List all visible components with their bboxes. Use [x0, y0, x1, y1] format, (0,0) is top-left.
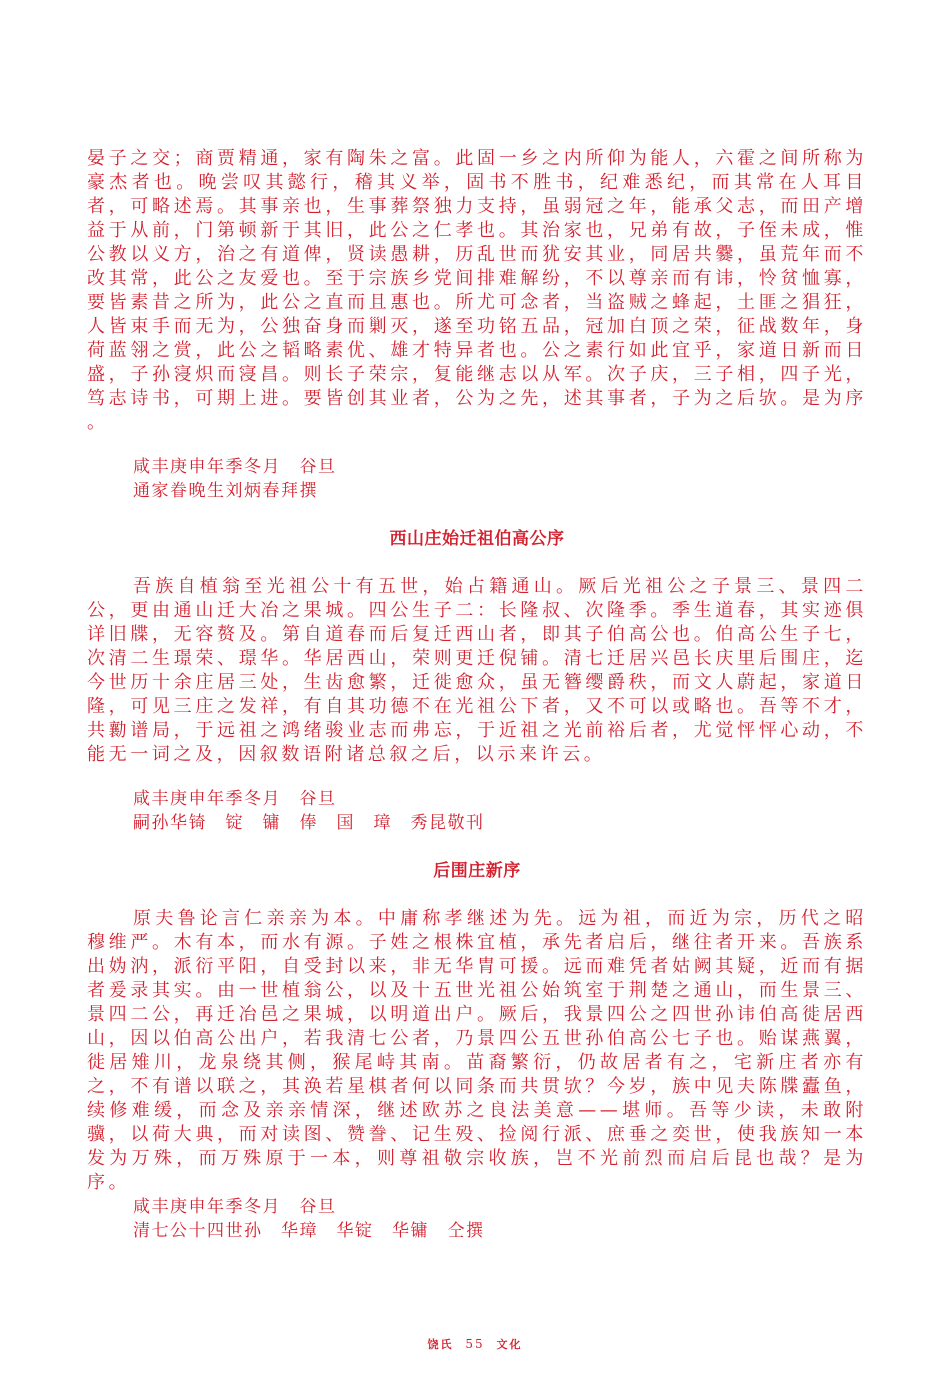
- preface-author: 通家眷晚生刘炳春拜撰: [133, 481, 318, 501]
- page-footer: [0, 1337, 950, 1352]
- houwei-preface-text: 原夫鲁论言仁亲亲为本。中庸称孝继述为先。远为祖，而近为宗，历代之昭穆维严。木有本，而水有源。子姓之根株宜植，承先者启后，继往者开来。吾族系出妫汭，派衍平阳，自受封以来，非无华胄可援。远而难凭者姑阙其疑，近而有据者爰录其实。由一世植翁公，以及十五世光祖公始筑室于荆楚之通山，而生景三、景四二公，再迁冶邑之果城，以明道出户。厥后，我景四公之四世孙讳伯高徙居西山，因以伯高公出户，若我清七公者，乃景四公五世孙伯高公七子也。贻谋燕翼，徙居雉川，龙泉绕其侧，猴尾峙其南。苗裔繁衍，仍故居者有之，宅新庄者亦有之，不有谱以联之，其涣若星棋者何以同条而共贯欤？今岁，族中见夫陈牒蠹鱼，续修难缓，而念及亲亲情深，继述欧苏之良法美意——堪师。吾等少读，未敢附骥，以荷大典，而对读图、赞誊、记生殁、捡阅行派、庶垂之奕世，使我族知一本发为万殊，而万殊原于一本，则尊祖敬宗收族，岂不光前烈而启后昆也哉？是为序。: [87, 908, 867, 1193]
- preface-date: 咸丰庚申年季冬月 谷旦: [133, 457, 337, 477]
- houwei-preface-author: 清七公十四世孙 华璋 华锭 华镛 仝撰: [133, 1221, 485, 1241]
- page-number: 55: [465, 1337, 485, 1351]
- footer-right-label: 文化: [496, 1338, 523, 1351]
- xishan-preface-author: 嗣孙华锜 锭 镛 俸 国 璋 秀昆敬刊: [133, 813, 485, 833]
- section-title-houwei: 后围庄新序: [433, 861, 521, 881]
- preface-text-continued: 晏子之交；商贾精通，家有陶朱之富。此固一乡之内所仰为能人，六霍之间所称为豪杰者也。晚尝叹其懿行，稽其义举，固书不胜书，纪难悉纪，而其常在人耳目者，可略述焉。其事亲也，生事葬祭独力支持，虽弱冠之年，能承父志，而田产增益于从前，门第顿新于其旧，此公之仁孝也。其治家也，兄弟有故，子侄未成，惟公教以义方，治之有道俾，贤读愚耕，历乱世而犹安其业，同居共爨，虽荒年而不改其常，此公之友爱也。至于宗族乡党间排难解纷，不以尊亲而有讳，怜贫恤寡，要皆素昔之所为，此公之直而且惠也。所尤可念者，当盗贼之蜂起，土匪之猖狂，人皆束手而无为，公独奋身而剿灭，遂至功铭五品，冠加白顶之荣，征战数年，身荷蓝翎之赏，此公之韬略素优、雄才特异者也。公之素行如此宜乎，家道日新而日盛，子孙寖炽而寖昌。则长子荣宗，复能继志以从军。次子庆，三子相，四子光，笃志诗书，可期上进。要皆创其业者，公为之先，述其事者，子为之后欤。是为序 。: [87, 148, 867, 433]
- footer-left-label: 饶氏: [427, 1338, 454, 1351]
- section-title-xishan: 西山庄始迁祖伯高公序: [389, 529, 565, 549]
- xishan-preface-text: 吾族自植翁至光祖公十有五世，始占籍通山。厥后光祖公之子景三、景四二公，更由通山迁大冶之果城。四公生子二：长隆叔、次隆季。季生道春，其实迹俱详旧牒，无容赘及。第自道春而后复迁西山者，即其子伯高公也。伯高公生子七，次清二生璟荣、璟华。华居西山，荣则更迁倪铺。清七迁居兴邑长庆里后围庄，迄今世历十余庄居三处，生齿愈繁，迁徙愈众，虽无簪缨爵秩，而文人蔚起，家道日隆，可见三庄之发祥，有自其功德不在光祖公下者，又不可以或略也。吾等不才，共勷谱局，于远祖之鸿绪骏业志而弗忘，于近祖之光前裕后者，尤觉怦怦心动，不能无一词之及，因叙数语附诸总叙之后，以示来许云。: [87, 576, 867, 765]
- document-body: [87, 147, 867, 1243]
- houwei-preface-date: 咸丰庚申年季冬月 谷旦: [133, 1197, 337, 1217]
- xishan-preface-date: 咸丰庚申年季冬月 谷旦: [133, 789, 337, 809]
